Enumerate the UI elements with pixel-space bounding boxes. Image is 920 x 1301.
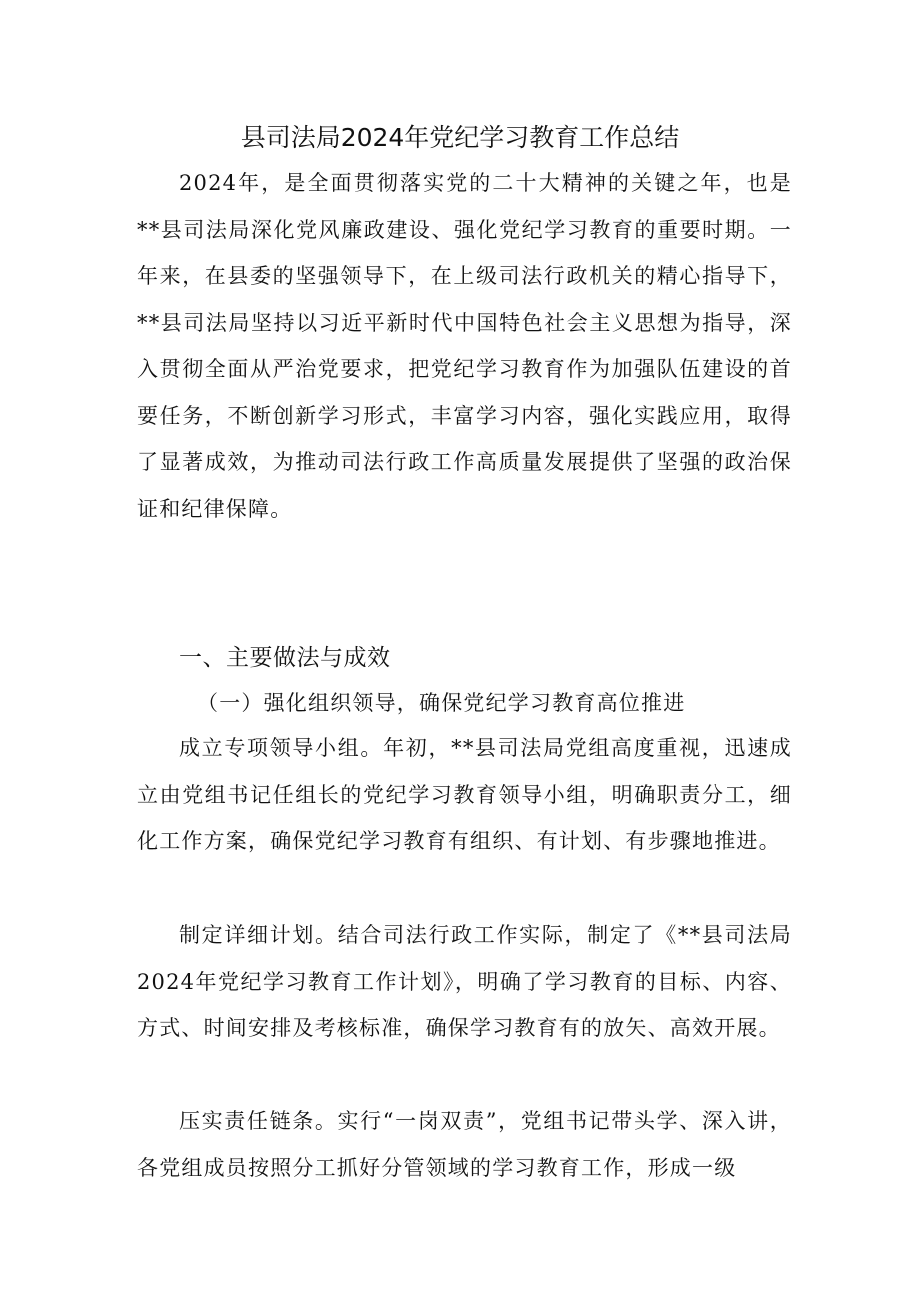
body-paragraph: 压实责任链条。实行“一岗双责”，党组书记带头学、深入讲，各党组成员按照分工抓好分管领域的学习教育工作，形成一级 [137,1109,792,1180]
section-heading: 一、主要做法与成效 [179,645,391,671]
document-title: 县司法局2024年党纪学习教育工作总结 [240,123,680,152]
body-paragraph: 成立专项领导小组。年初，**县司法局党组高度重视，迅速成立由党组书记任组长的党纪学习教育领导小组，明确职责分工，细化工作方案，确保党纪学习教育有组织、有计划、有步骤地推进。 [137,736,792,853]
subsection-heading: （一）强化组织领导，确保党纪学习教育高位推进 [197,691,686,715]
intro-paragraph: 2024年，是全面贯彻落实党的二十大精神的关键之年，也是**县司法局深化党风廉政建设、强化党纪学习教育的重要时期。一年来，在县委的坚强领导下，在上级司法行政机关的精心指导下，**县司法局坚持以习近平新时代中国特色社会主义思想为指导，深入贯彻全面从严治党要求，把党纪学习教育作为加强队伍建设的首要任务，不断创新学习形式，丰富学习内容，强化实践应用，取得了显著成效，为推动司法行政工作高质量发展提供了坚强的政治保证和纪律保障。 [137,171,792,521]
body-paragraph: 制定详细计划。结合司法行政工作实际，制定了《**县司法局2024年党纪学习教育工作计划》，明确了学习教育的目标、内容、方式、时间安排及考核标准，确保学习教育有的放矢、高效开展。 [137,923,792,1040]
